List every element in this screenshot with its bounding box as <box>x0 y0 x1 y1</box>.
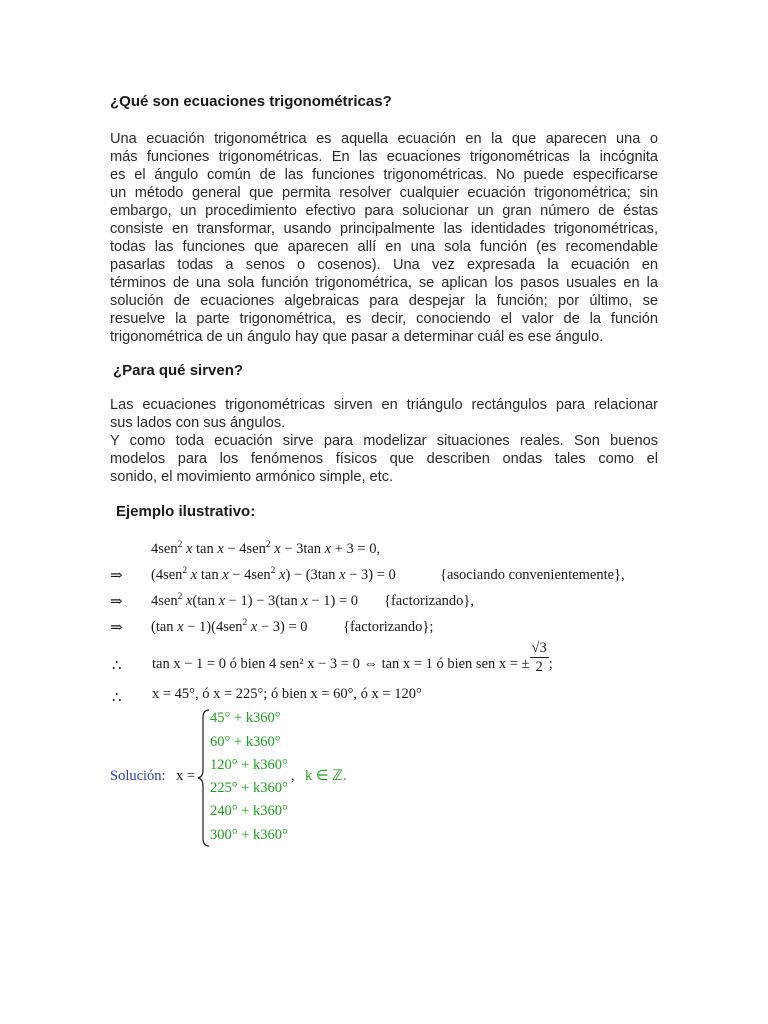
equation-step-5: tan x − 1 = 0 ó bien 4 sen² x − 3 = 0 ⇔ tan x = 1 ó bien sen x = ± $\frac{√3}{2}$ ; <box>152 640 553 675</box>
equation-step-1: 4sen$^2$ x tan x − 4sen$^2$ x − 3tan x + 3 = 0, <box>151 540 381 557</box>
implies-symbol: ⇒ <box>110 618 123 636</box>
text-line: Y como toda ecuación sirve para modelizar situaciones reales. Son buenos <box>110 433 658 449</box>
text-line: solución de ecuaciones algebraicas para despejar la función; por último, se <box>110 293 658 309</box>
text-line: sonido, el movimiento armónico simple, etc. <box>110 469 394 485</box>
text-line: modelos para los fenómenos físicos que describen ondas tales como el <box>110 451 658 467</box>
equation-step-6: x = 45°, ó x = 225°; ó bien x = 60°, ó x = 120° <box>152 686 422 702</box>
fraction-numerator: √3 <box>531 640 547 656</box>
text-line: trigonométrica de un ángulo hay que pasar a determinar cuál es ese ángulo. <box>110 329 604 345</box>
text-line: sus lados con sus ángulos. <box>110 415 286 431</box>
solution-item: 60° + k360° <box>210 734 281 750</box>
paragraph-uses <box>110 396 658 486</box>
solution-x-equals: x = <box>176 768 196 784</box>
left-brace-icon <box>197 708 211 848</box>
implies-symbol: ⇒ <box>110 566 123 584</box>
fraction-sqrt3-over-2 <box>530 641 549 674</box>
solution-item: 225° + k360° <box>210 780 288 796</box>
text-line: Una ecuación trigonométrica es aquella ecuación en la que aparecen una o <box>110 131 658 147</box>
text-line: es el ángulo común de las funciones trigonométricas. No puede especificarse <box>110 167 658 183</box>
heading-que-son: ¿Qué son ecuaciones trigonométricas? <box>110 93 392 110</box>
text-line: más funciones trigonométricas. En las ecuaciones trigonométricas la incógnita <box>110 149 658 165</box>
note-factorizando: {factorizando}; <box>343 619 434 635</box>
heading-ejemplo: Ejemplo ilustrativo: <box>116 503 256 520</box>
heading-para-que-sirven: ¿Para qué sirven? <box>113 362 244 379</box>
solution-item: 300° + k360° <box>210 827 288 843</box>
step-5-text: tan x − 1 = 0 ó bien 4 sen² x − 3 = 0 ⇔ tan x = 1 ó bien sen x = ± <box>152 655 530 672</box>
solution-domain: k ∈ ℤ. <box>305 768 347 784</box>
solution-label: Solución: <box>110 768 166 784</box>
text-line: resuelve la parte trigonométrica, es decir, conociendo el valor de la función <box>110 311 658 327</box>
fraction-denominator: 2 <box>535 658 543 675</box>
text-line: términos de una sola función trigonométrica, se aplican los pasos usuales en la <box>110 275 658 291</box>
text-line: un método general que permita resolver cualquier ecuación trigonométrica; sin <box>110 185 658 201</box>
equation-step-2: (4sen$^2$ x tan x − 4sen$^2$ x) − (3tan x − 3) = 0 <box>151 566 396 583</box>
paragraph-definition <box>110 130 658 346</box>
implies-symbol: ⇒ <box>110 592 123 610</box>
solution-item: 45° + k360° <box>210 710 281 726</box>
equation-step-4: (tan x − 1)(4sen$^2$ x − 3) = 0 <box>151 618 308 635</box>
text-line: consiste en transformar, usando principalmente las identidades trigonométricas, <box>110 221 658 237</box>
solution-item: 120° + k360° <box>210 757 288 773</box>
solution-comma: , <box>291 768 295 784</box>
text-line: Las ecuaciones trigonométricas sirven en triángulo rectángulos para relacionar <box>110 397 658 413</box>
equation-step-3: 4sen$^2$ x(tan x − 1) − 3(tan x − 1) = 0 <box>151 592 358 609</box>
therefore-symbol: ∴ <box>112 688 122 706</box>
text-line: todas las funciones que aparecen allí en una sola función (es recomendable <box>110 239 658 255</box>
text-line: embargo, un procedimiento efectivo para solucionar un gran número de éstas <box>110 203 658 219</box>
text-line: pasarlas todas a senos o cosenos). Una vez expresada la ecuación en <box>110 257 658 273</box>
solution-item: 240° + k360° <box>210 803 288 819</box>
note-asociando: {asociando convenientemente}, <box>440 567 625 583</box>
note-factorizando: {factorizando}, <box>384 593 475 609</box>
therefore-symbol: ∴ <box>112 656 122 674</box>
